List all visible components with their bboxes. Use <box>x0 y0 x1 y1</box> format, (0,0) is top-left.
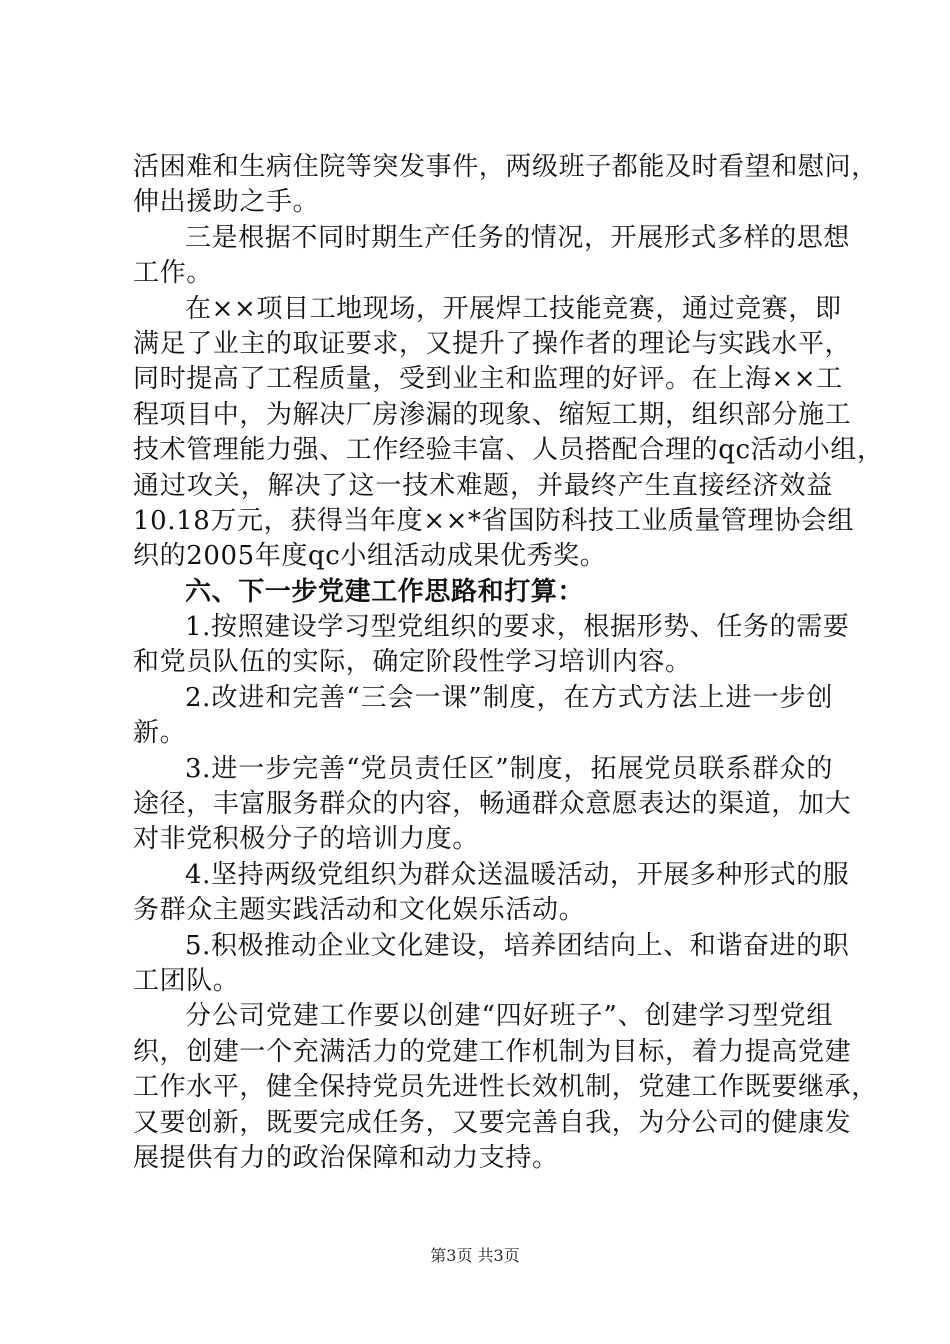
text-line: 分公司党建工作要以创建“四好班子”、创建学习型党组 <box>185 1001 833 1032</box>
text-line: 2.改进和完善“三会一课”制度，在方式方法上进一步创 <box>185 682 833 713</box>
text-line: 活困难和生病住院等突发事件，两级班子都能及时看望和慰问， <box>133 152 878 182</box>
text-line: 满足了业主的取证要求，又提升了操作者的理论与实践水平， <box>133 328 852 359</box>
text-line: 展提供有力的政治保障和动力支持。 <box>133 1142 559 1173</box>
text-line: 程项目中，为解决厂房渗漏的现象、缩短工期，组织部分施工 <box>133 399 852 430</box>
text-line: 途径，丰富服务群众的内容，畅通群众意愿表达的渠道，加大 <box>133 789 852 820</box>
text-line: 1.按照建设学习型党组织的要求，根据形势、任务的需要 <box>185 612 850 643</box>
text-line: 伸出援助之手。 <box>133 187 320 218</box>
text-line: 通过攻关，解决了这一技术难题，并最终产生直接经济效益 <box>133 470 833 501</box>
text-line: 新。 <box>133 718 187 749</box>
text-line: 同时提高了工程质量，受到业主和监理的好评。在上海××工 <box>133 364 843 395</box>
text-line: 在××项目工地现场，开展焊工技能竞赛，通过竞赛，即 <box>185 293 842 324</box>
text-line: 10.18万元，获得当年度××*省国防科技工业质量管理协会组 <box>133 505 855 536</box>
text-line: 织，创建一个充满活力的党建工作机制为目标，着力提高党建 <box>133 1036 852 1067</box>
text-line: 工作水平，健全保持党员先进性长效机制，党建工作既要继承， <box>133 1072 878 1103</box>
text-line: 4.坚持两级党组织为群众送温暖活动，开展多种形式的服 <box>185 859 850 890</box>
text-line: 3.进一步完善“党员责任区”制度，拓展党员联系群众的 <box>185 753 833 784</box>
text-line: 和党员队伍的实际，确定阶段性学习培训内容。 <box>133 647 692 678</box>
document-body <box>133 150 884 1176</box>
text-line: 对非党积极分子的培训力度。 <box>133 824 479 855</box>
page-footer: 第3页 共3页 <box>430 1246 520 1265</box>
text-line: 织的2005年度qc小组活动成果优秀奖。 <box>133 541 607 572</box>
text-line: 又要创新，既要完成任务，又要完善自我，为分公司的健康发 <box>133 1107 852 1138</box>
text-line: 技术管理能力强、工作经验丰富、人员搭配合理的qc活动小组， <box>133 435 884 466</box>
text-line: 三是根据不同时期生产任务的情况，开展形式多样的思想 <box>185 222 851 253</box>
text-line: 工作。 <box>133 258 213 289</box>
text-line: 5.积极推动企业文化建设，培养团结向上、和谐奋进的职 <box>185 930 850 961</box>
text-line: 务群众主题实践活动和文化娱乐活动。 <box>133 895 586 926</box>
text-line: 工团队。 <box>133 965 240 996</box>
section-heading: 六、下一步党建工作思路和打算： <box>185 576 585 607</box>
